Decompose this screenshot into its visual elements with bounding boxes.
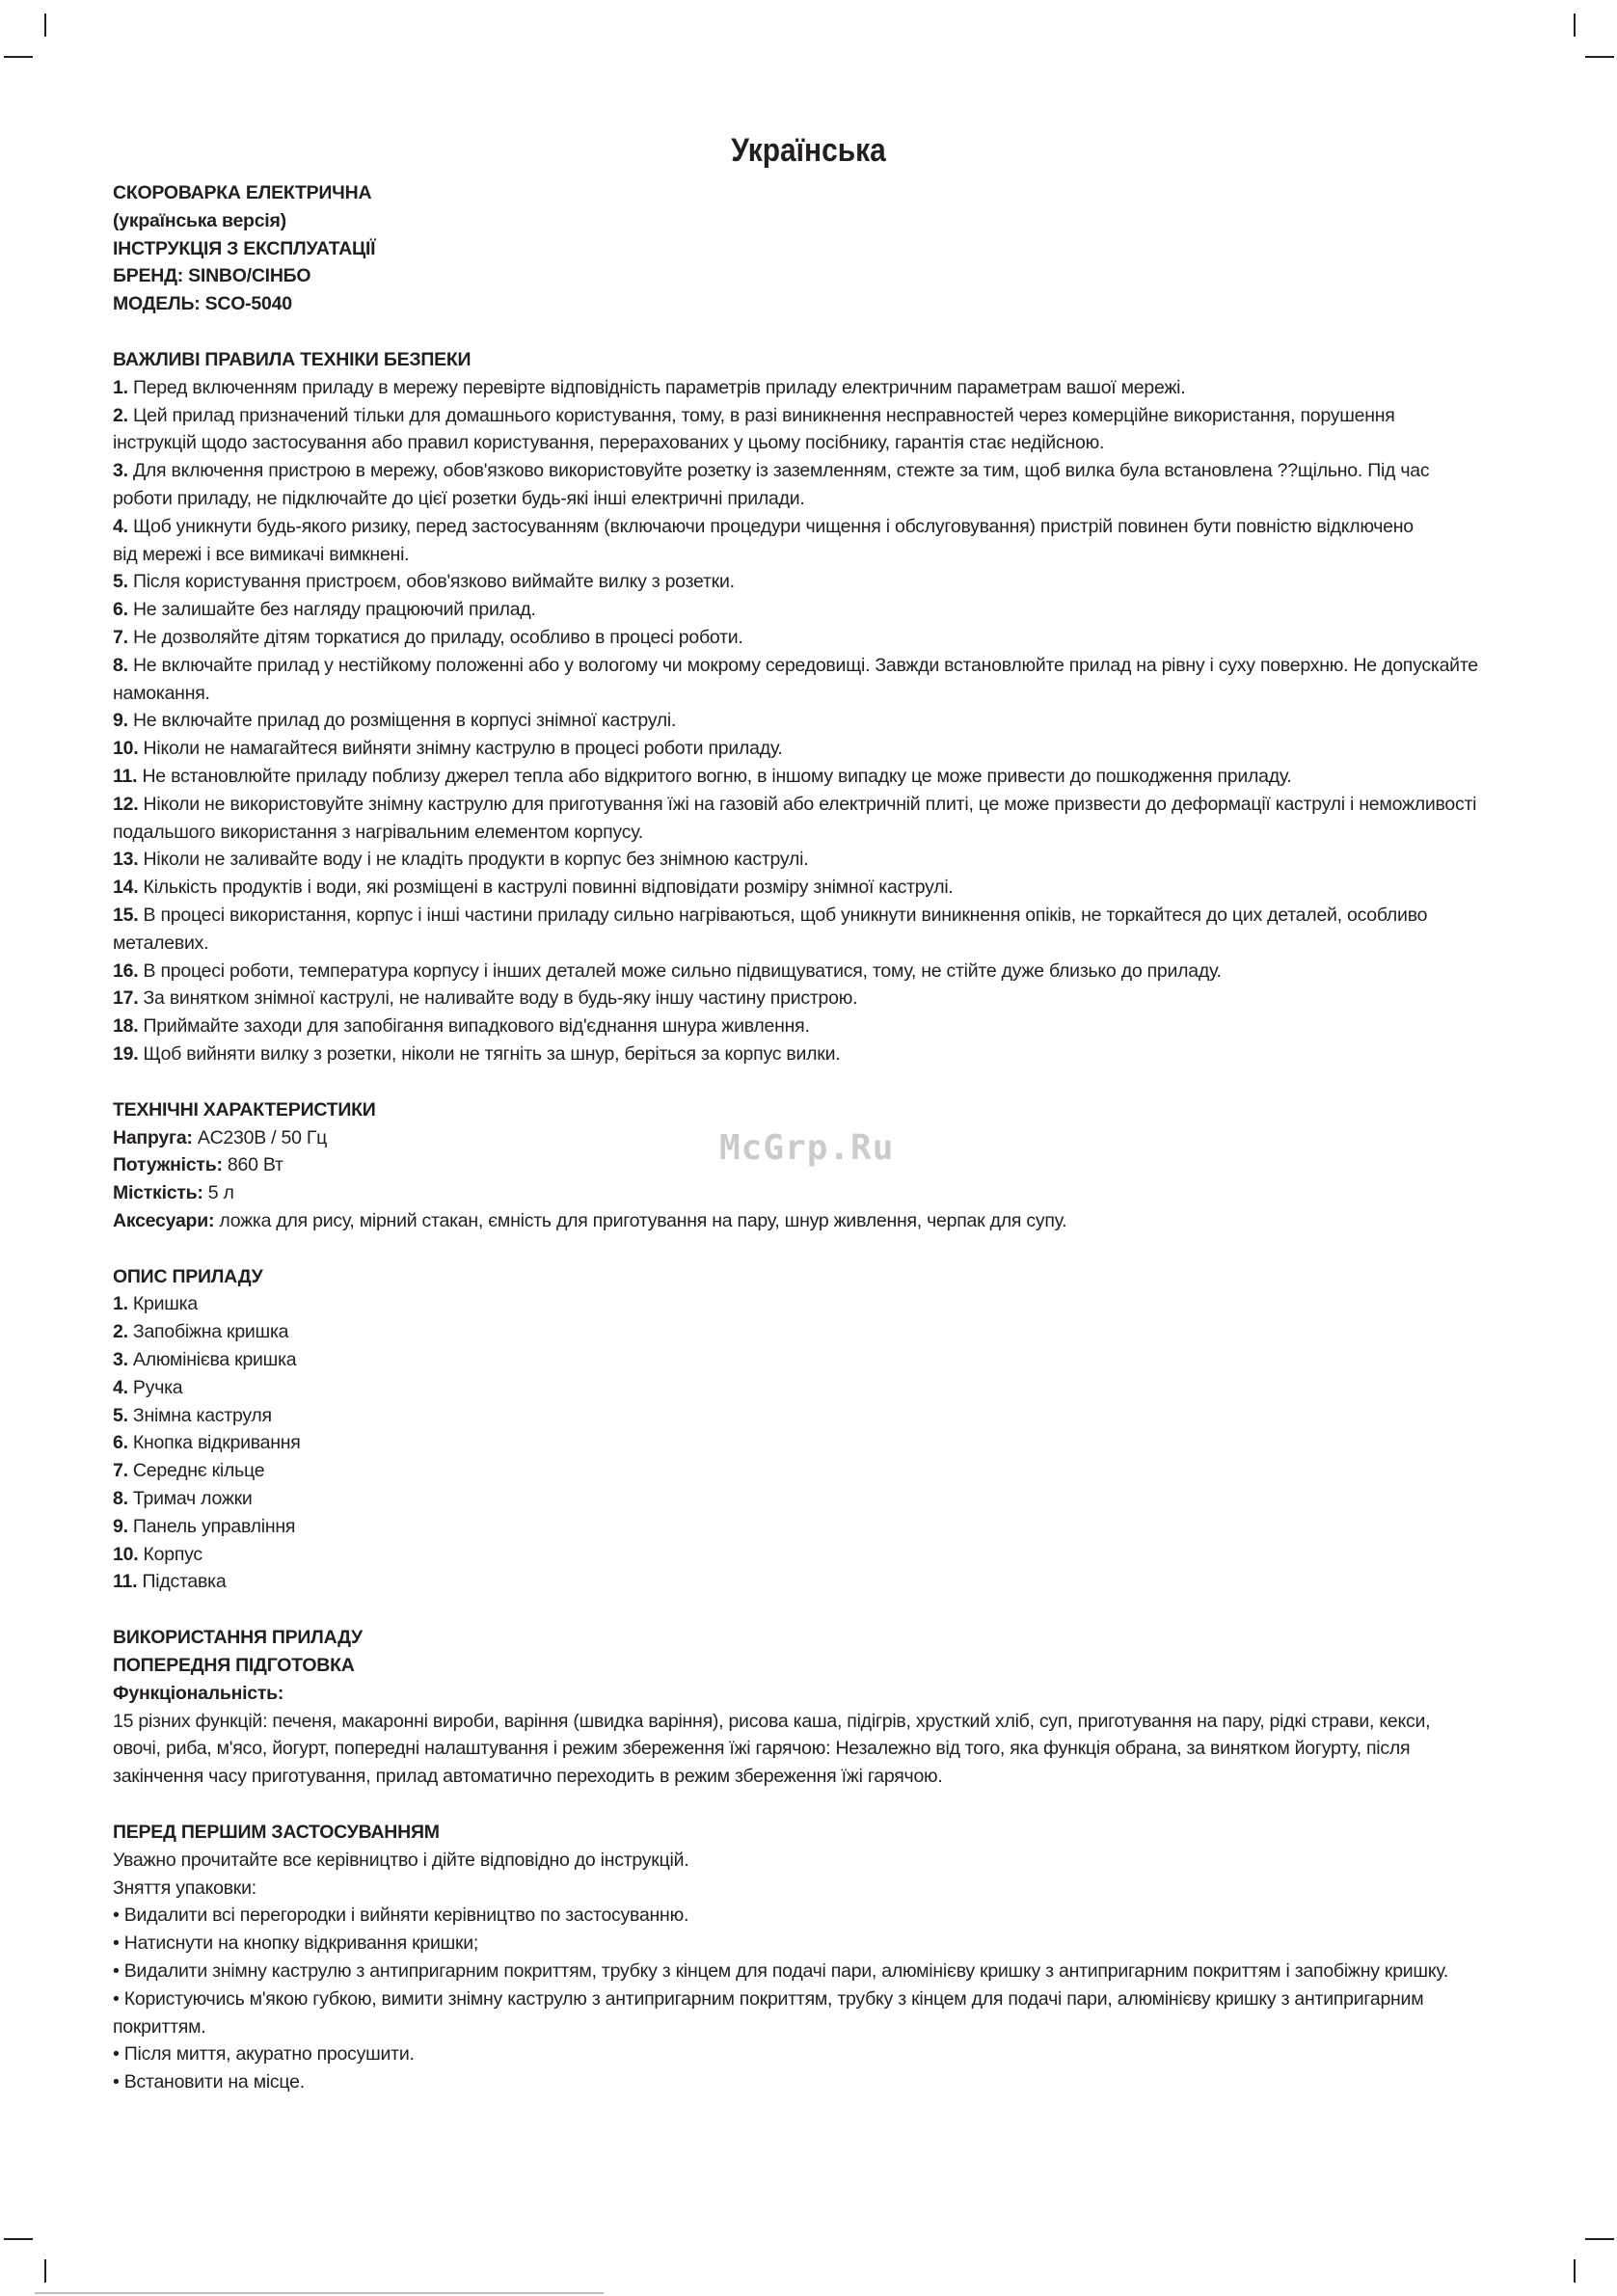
safety-item xyxy=(113,985,1511,1013)
item-text: Не включайте прилад у нестійкому положенні або у вологому чи мокрому середовищі. Завжди встановлюйте прилад на рівну і суху поверхню. Не допускайте xyxy=(132,654,1478,676)
item-number: 1. xyxy=(113,1293,128,1315)
first-use-line: Уважно прочитайте все керівництво і дійте відповідно до інструкцій. xyxy=(113,1849,689,1871)
item-text: Перед включенням приладу в мережу перевірте відповідність параметрів приладу електричним параметрам вашої мережі. xyxy=(132,376,1186,398)
spec-value: AC230В / 50 Гц xyxy=(192,1126,328,1148)
first-use-heading: ПЕРЕД ПЕРШИМ ЗАСТОСУВАННЯМ xyxy=(113,1822,440,1844)
safety-item xyxy=(113,624,1511,652)
part-name: Кришка xyxy=(127,1293,198,1315)
safety-item xyxy=(113,652,1511,680)
usage-text: овочі, риба, м'ясо, йогурт, попередні налаштування і режим збереження їжі гарячою: Незалежно від того, яка функція обрана, за винятком йогурту, після xyxy=(113,1738,1411,1760)
watermark: McGrp.Ru xyxy=(719,1128,895,1168)
safety-item xyxy=(113,374,1511,402)
safety-item xyxy=(113,874,1511,902)
item-text: металевих. xyxy=(113,932,209,954)
crop-mark xyxy=(4,56,33,58)
item-number: 19. xyxy=(113,1042,139,1065)
section-gap xyxy=(113,318,1511,346)
item-number: 7. xyxy=(113,1460,128,1482)
item-text: від мережі і все вимикачі вимкнені. xyxy=(113,543,410,565)
item-text: Не дозволяйте дітям торкатися до приладу, особливо в процесі роботи. xyxy=(132,626,743,648)
part-name: Алюмінієва кришка xyxy=(127,1349,297,1371)
item-number: 17. xyxy=(113,987,139,1010)
safety-item xyxy=(113,513,1511,541)
safety-item xyxy=(113,930,1511,958)
item-number: 6. xyxy=(113,1432,128,1454)
bottom-rule xyxy=(35,2292,604,2294)
crop-mark xyxy=(4,2238,33,2240)
item-text: Не включайте прилад до розміщення в корпусі знімної каструлі. xyxy=(132,710,677,732)
part-name: Ручка xyxy=(127,1376,183,1398)
section-gap xyxy=(113,1235,1511,1263)
preparation-heading: ПОПЕРЕДНЯ ПІДГОТОВКА xyxy=(113,1655,355,1677)
item-number: 1. xyxy=(113,376,128,398)
item-text: Для включення пристрою в мережу, обов'язково використовуйте розетку із заземленням, стежте за тим, щоб вилка була встановлена ??щільно. Під час xyxy=(132,460,1430,482)
item-number: 8. xyxy=(113,1488,128,1510)
header-line: СКОРОВАРКА ЕЛЕКТРИЧНА xyxy=(113,182,372,203)
part-item xyxy=(113,1429,1511,1457)
item-text: Не залишайте без нагляду працюючий прилад. xyxy=(132,599,536,621)
part-item xyxy=(113,1457,1511,1485)
safety-item xyxy=(113,680,1511,708)
usage-text: 15 різних функцій: печеня, макаронні вироби, варіння (швидка варіння), рисова каша, підігрів, хрусткий хліб, суп, приготування на пару, рідкі страви, кекси, xyxy=(113,1710,1431,1732)
usage-heading: ВИКОРИСТАННЯ ПРИЛАДУ xyxy=(113,1627,363,1649)
spec-label: Аксесуари: xyxy=(113,1209,215,1231)
safety-item xyxy=(113,846,1511,874)
spec-label: Місткість: xyxy=(113,1182,203,1204)
item-number: 7. xyxy=(113,626,128,648)
spec-value: 860 Вт xyxy=(222,1154,283,1176)
page-title: Українська xyxy=(731,132,886,169)
item-number: 14. xyxy=(113,877,139,899)
safety-heading: ВАЖЛИВІ ПРАВИЛА ТЕХНІКИ БЕЗПЕКИ xyxy=(113,348,472,370)
spec-value: 5 л xyxy=(202,1182,234,1204)
safety-item xyxy=(113,596,1511,624)
part-item xyxy=(113,1541,1511,1569)
crop-mark xyxy=(1574,14,1576,37)
safety-item xyxy=(113,791,1511,819)
description-heading: ОПИС ПРИЛАДУ xyxy=(113,1265,263,1287)
spec-row xyxy=(113,1179,1511,1207)
crop-mark xyxy=(1585,2238,1614,2240)
safety-item xyxy=(113,958,1511,986)
crop-mark xyxy=(1585,56,1614,58)
section-gap xyxy=(113,1791,1511,1819)
item-number: 18. xyxy=(113,1015,139,1038)
item-number: 11. xyxy=(113,765,138,787)
part-name: Панель управління xyxy=(127,1515,296,1537)
first-use-line: • Після миття, акуратно просушити. xyxy=(113,2043,415,2066)
part-name: Запобіжна кришка xyxy=(127,1321,289,1343)
item-number: 8. xyxy=(113,654,128,676)
part-name: Корпус xyxy=(138,1543,202,1565)
part-name: Кнопка відкривання xyxy=(127,1432,301,1454)
item-text: Кількість продуктів і води, які розміщені в каструлі повинні відповідати розміру знімної каструлі. xyxy=(143,877,954,899)
item-number: 3. xyxy=(113,1349,128,1371)
spec-label: Напруга: xyxy=(113,1126,193,1148)
safety-item xyxy=(113,735,1511,763)
item-number: 16. xyxy=(113,959,139,982)
safety-item xyxy=(113,763,1511,791)
item-text: інструкцій щодо застосування або правил користування, перерахованих у цьому посібнику, гарантія стає недійсною. xyxy=(113,432,1105,454)
item-number: 13. xyxy=(113,849,139,871)
item-number: 12. xyxy=(113,793,139,815)
safety-item xyxy=(113,902,1511,930)
item-text: намокання. xyxy=(113,682,210,704)
part-name: Підставка xyxy=(137,1571,227,1593)
item-number: 5. xyxy=(113,571,128,593)
first-use-line: • Натиснути на кнопку відкривання кришки; xyxy=(113,1932,479,1955)
item-text: Після користування пристроєм, обов'язково виймайте вилку з розетки. xyxy=(132,571,735,593)
safety-item xyxy=(113,457,1511,485)
item-number: 10. xyxy=(113,738,139,760)
safety-item xyxy=(113,568,1511,596)
part-item xyxy=(113,1402,1511,1430)
item-text: Не встановлюйте приладу поблизу джерел тепла або відкритого вогню, в іншому випадку це може привести до пошкодження приладу. xyxy=(142,765,1292,787)
header-line: (українська версія) xyxy=(113,209,286,231)
item-number: 5. xyxy=(113,1404,128,1426)
crop-mark xyxy=(44,14,46,37)
item-text: Щоб уникнути будь-якого ризику, перед застосуванням (включаючи процедури чищення і обслуговування) пристрій повинен бути повністю відключено xyxy=(132,515,1414,537)
spec-value: ложка для рису, мірний стакан, ємність для приготування на пару, шнур живлення, черпак для супу. xyxy=(214,1209,1067,1231)
first-use-line: • Користуючись м'якою губкою, вимити знімну каструлю з антипригарним покриттям, трубку з кінцем для подачі пари, алюмінієву кришку з антипригарним xyxy=(113,1987,1424,2010)
header-line: БРЕНД: SINBO/СІНБО xyxy=(113,265,311,287)
safety-item xyxy=(113,707,1511,735)
part-item xyxy=(113,1513,1511,1541)
header-line: ІНСТРУКЦІЯ З ЕКСПЛУАТАЦІЇ xyxy=(113,237,376,259)
section-gap xyxy=(113,1068,1511,1096)
item-text: Ніколи не заливайте воду і не кладіть продукти в корпус без знімною каструлі. xyxy=(143,849,809,871)
item-text: Щоб вийняти вилку з розетки, ніколи не тягніть за шнур, беріться за корпус вилки. xyxy=(143,1042,841,1065)
spec-row xyxy=(113,1207,1511,1235)
part-item xyxy=(113,1485,1511,1513)
part-item xyxy=(113,1318,1511,1346)
item-number: 4. xyxy=(113,1376,128,1398)
item-number: 4. xyxy=(113,515,128,537)
first-use-line: • Встановити на місце. xyxy=(113,2071,305,2093)
safety-item xyxy=(113,1040,1511,1068)
part-name: Середнє кільце xyxy=(127,1460,265,1482)
item-number: 9. xyxy=(113,1515,128,1537)
specs-heading: ТЕХНІЧНІ ХАРАКТЕРИСТИКИ xyxy=(113,1098,376,1121)
item-text: подальшого використання з нагрівальним елементом корпусу. xyxy=(113,821,643,843)
item-text: Ніколи не намагайтеся вийняти знімну каструлю в процесі роботи приладу. xyxy=(143,738,783,760)
part-item xyxy=(113,1374,1511,1402)
item-text: роботи приладу, не підключайте до цієї розетки будь-які інші електричні прилади. xyxy=(113,487,805,509)
part-name: Знімна каструля xyxy=(127,1404,272,1426)
safety-item xyxy=(113,819,1511,847)
section-gap xyxy=(113,1596,1511,1624)
spec-label: Потужність: xyxy=(113,1154,223,1176)
safety-item xyxy=(113,402,1511,430)
item-number: 10. xyxy=(113,1543,139,1565)
item-number: 11. xyxy=(113,1571,138,1593)
crop-mark xyxy=(1574,2259,1576,2282)
first-use-line: • Видалити всі перегородки і вийняти керівництво по застосуванню. xyxy=(113,1904,689,1927)
item-text: В процесі використання, корпус і інші частини приладу сильно нагріваються, щоб уникнути виникнення опіків, не торкайтеся до цих деталей, особливо xyxy=(143,904,1428,926)
item-number: 9. xyxy=(113,710,128,732)
part-item xyxy=(113,1346,1511,1374)
item-text: В процесі роботи, температура корпусу і інших деталей може сильно підвищуватися, тому, не стійте дуже близько до приладу. xyxy=(143,959,1222,982)
functionality-heading: Функціональність: xyxy=(113,1682,284,1704)
item-text: Цей прилад призначений тільки для домашнього користування, тому, в разі виникнення несправностей через комерційне використання, порушення xyxy=(132,404,1395,426)
first-use-line: покриттям. xyxy=(113,2015,206,2038)
item-number: 15. xyxy=(113,904,139,926)
part-item xyxy=(113,1568,1511,1596)
safety-item xyxy=(113,541,1511,569)
part-name: Тримач ложки xyxy=(127,1488,253,1510)
crop-mark xyxy=(44,2259,46,2282)
first-use-line: Зняття упаковки: xyxy=(113,1877,256,1899)
safety-item xyxy=(113,1013,1511,1040)
item-text: Приймайте заходи для запобігання випадкового від'єднання шнура живлення. xyxy=(143,1015,810,1038)
header-line: МОДЕЛЬ: SCO-5040 xyxy=(113,293,292,315)
safety-item xyxy=(113,429,1511,457)
part-item xyxy=(113,1290,1511,1318)
usage-text: закінчення часу приготування, прилад автоматично переходить в режим збереження їжі гарячою. xyxy=(113,1766,943,1788)
item-number: 2. xyxy=(113,1321,128,1343)
item-number: 6. xyxy=(113,599,128,621)
safety-item xyxy=(113,485,1511,513)
first-use-line: • Видалити знімну каструлю з антипригарним покриттям, трубку з кінцем для подачі пари, алюмінієву кришку з антипригарним покриттям і запобіжну кришку. xyxy=(113,1960,1449,1983)
item-number: 2. xyxy=(113,404,128,426)
item-number: 3. xyxy=(113,460,128,482)
item-text: За винятком знімної каструлі, не наливайте воду в будь-яку іншу частину пристрою. xyxy=(143,987,858,1010)
item-text: Ніколи не використовуйте знімну каструлю для приготування їжі на газовій або електричній плиті, це може призвести до деформації каструлі і неможливості xyxy=(143,793,1477,815)
